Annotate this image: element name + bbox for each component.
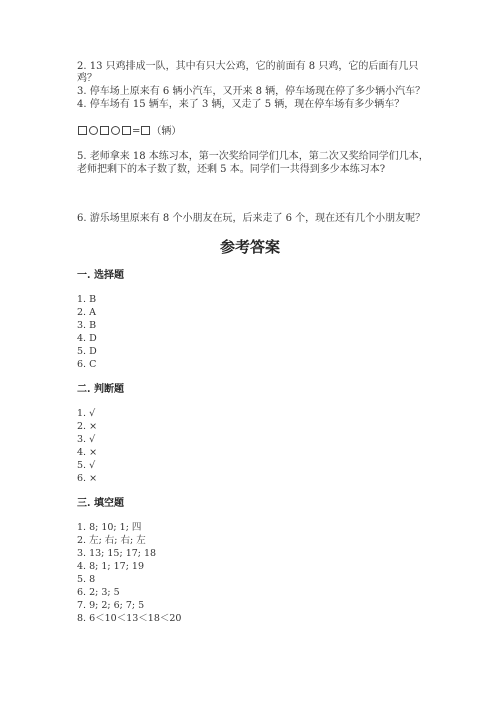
answer-item: 5. 8 [77,574,96,585]
blank-box-icon [78,126,87,135]
answers-title: 参考答案 [219,238,280,256]
answer-item: 6. 2; 3; 5 [77,587,120,598]
answer-item: 8. 6＜10＜13＜18＜20 [77,613,182,624]
answer-item: 6. C [77,359,97,370]
answer-item: 2. × [77,421,98,432]
question-5-line-1: 5. 老师拿来 18 本练习本，第一次奖给同学们几本，第二次又奖给同学们几本， [77,151,429,162]
question-4: 4. 停车场有 15 辆车，来了 3 辆，又走了 5 辆，现在停车场有多少辆车？ [77,99,405,110]
question-2-line-2: 鸡？ [77,73,97,84]
blank-box-icon [100,126,109,135]
answer-item: 7. 9; 2; 6; 7; 5 [77,600,145,611]
answer-item: 4. × [77,447,98,458]
answer-item: 6. × [77,473,98,484]
operator-circle-icon [89,126,98,135]
question-3: 3. 停车场上原来有 6 辆小汽车，又开来 8 辆，停车场现在停了多少辆小汽车？ [77,86,426,97]
answer-item: 3. 13; 15; 17; 18 [77,548,157,559]
blank-box-icon [141,126,150,135]
section-heading-judge: 二. 判断题 [77,384,124,395]
answer-item: 3. √ [77,434,96,445]
answer-item: 1. B [77,294,97,305]
answer-item: 2. 左; 右; 右; 左 [77,535,146,546]
blank-box-icon [122,126,131,135]
question-4-formula [77,126,181,138]
section-heading-fill: 三. 填空题 [77,498,124,509]
answer-item: 1. √ [77,408,96,419]
answer-item: 1. 8; 10; 1; 四 [77,522,142,533]
answer-item: 5. √ [77,460,96,471]
formula-unit: （辆） [151,126,182,137]
section-heading-choice: 一. 选择题 [77,270,124,281]
formula-equals: = [132,126,141,137]
operator-circle-icon [111,126,120,135]
question-2-line-1: 2. 13 只鸡排成一队，其中有只大公鸡，它的前面有 8 只鸡，它的后面有几只 [77,61,419,72]
answer-item: 5. D [77,346,97,357]
question-5-line-2: 老师把剩下的本子数了数，还剩 5 本。同学们一共得到多少本练习本? [77,164,386,175]
question-6: 6. 游乐场里原来有 8 个小朋友在玩，后来走了 6 个，现在还有几个小朋友呢？ [77,213,426,224]
answer-item: 4. D [77,333,97,344]
answer-item: 3. B [77,320,97,331]
answer-item: 2. A [77,307,96,318]
answer-item: 4. 8; 1; 17; 19 [77,561,145,572]
